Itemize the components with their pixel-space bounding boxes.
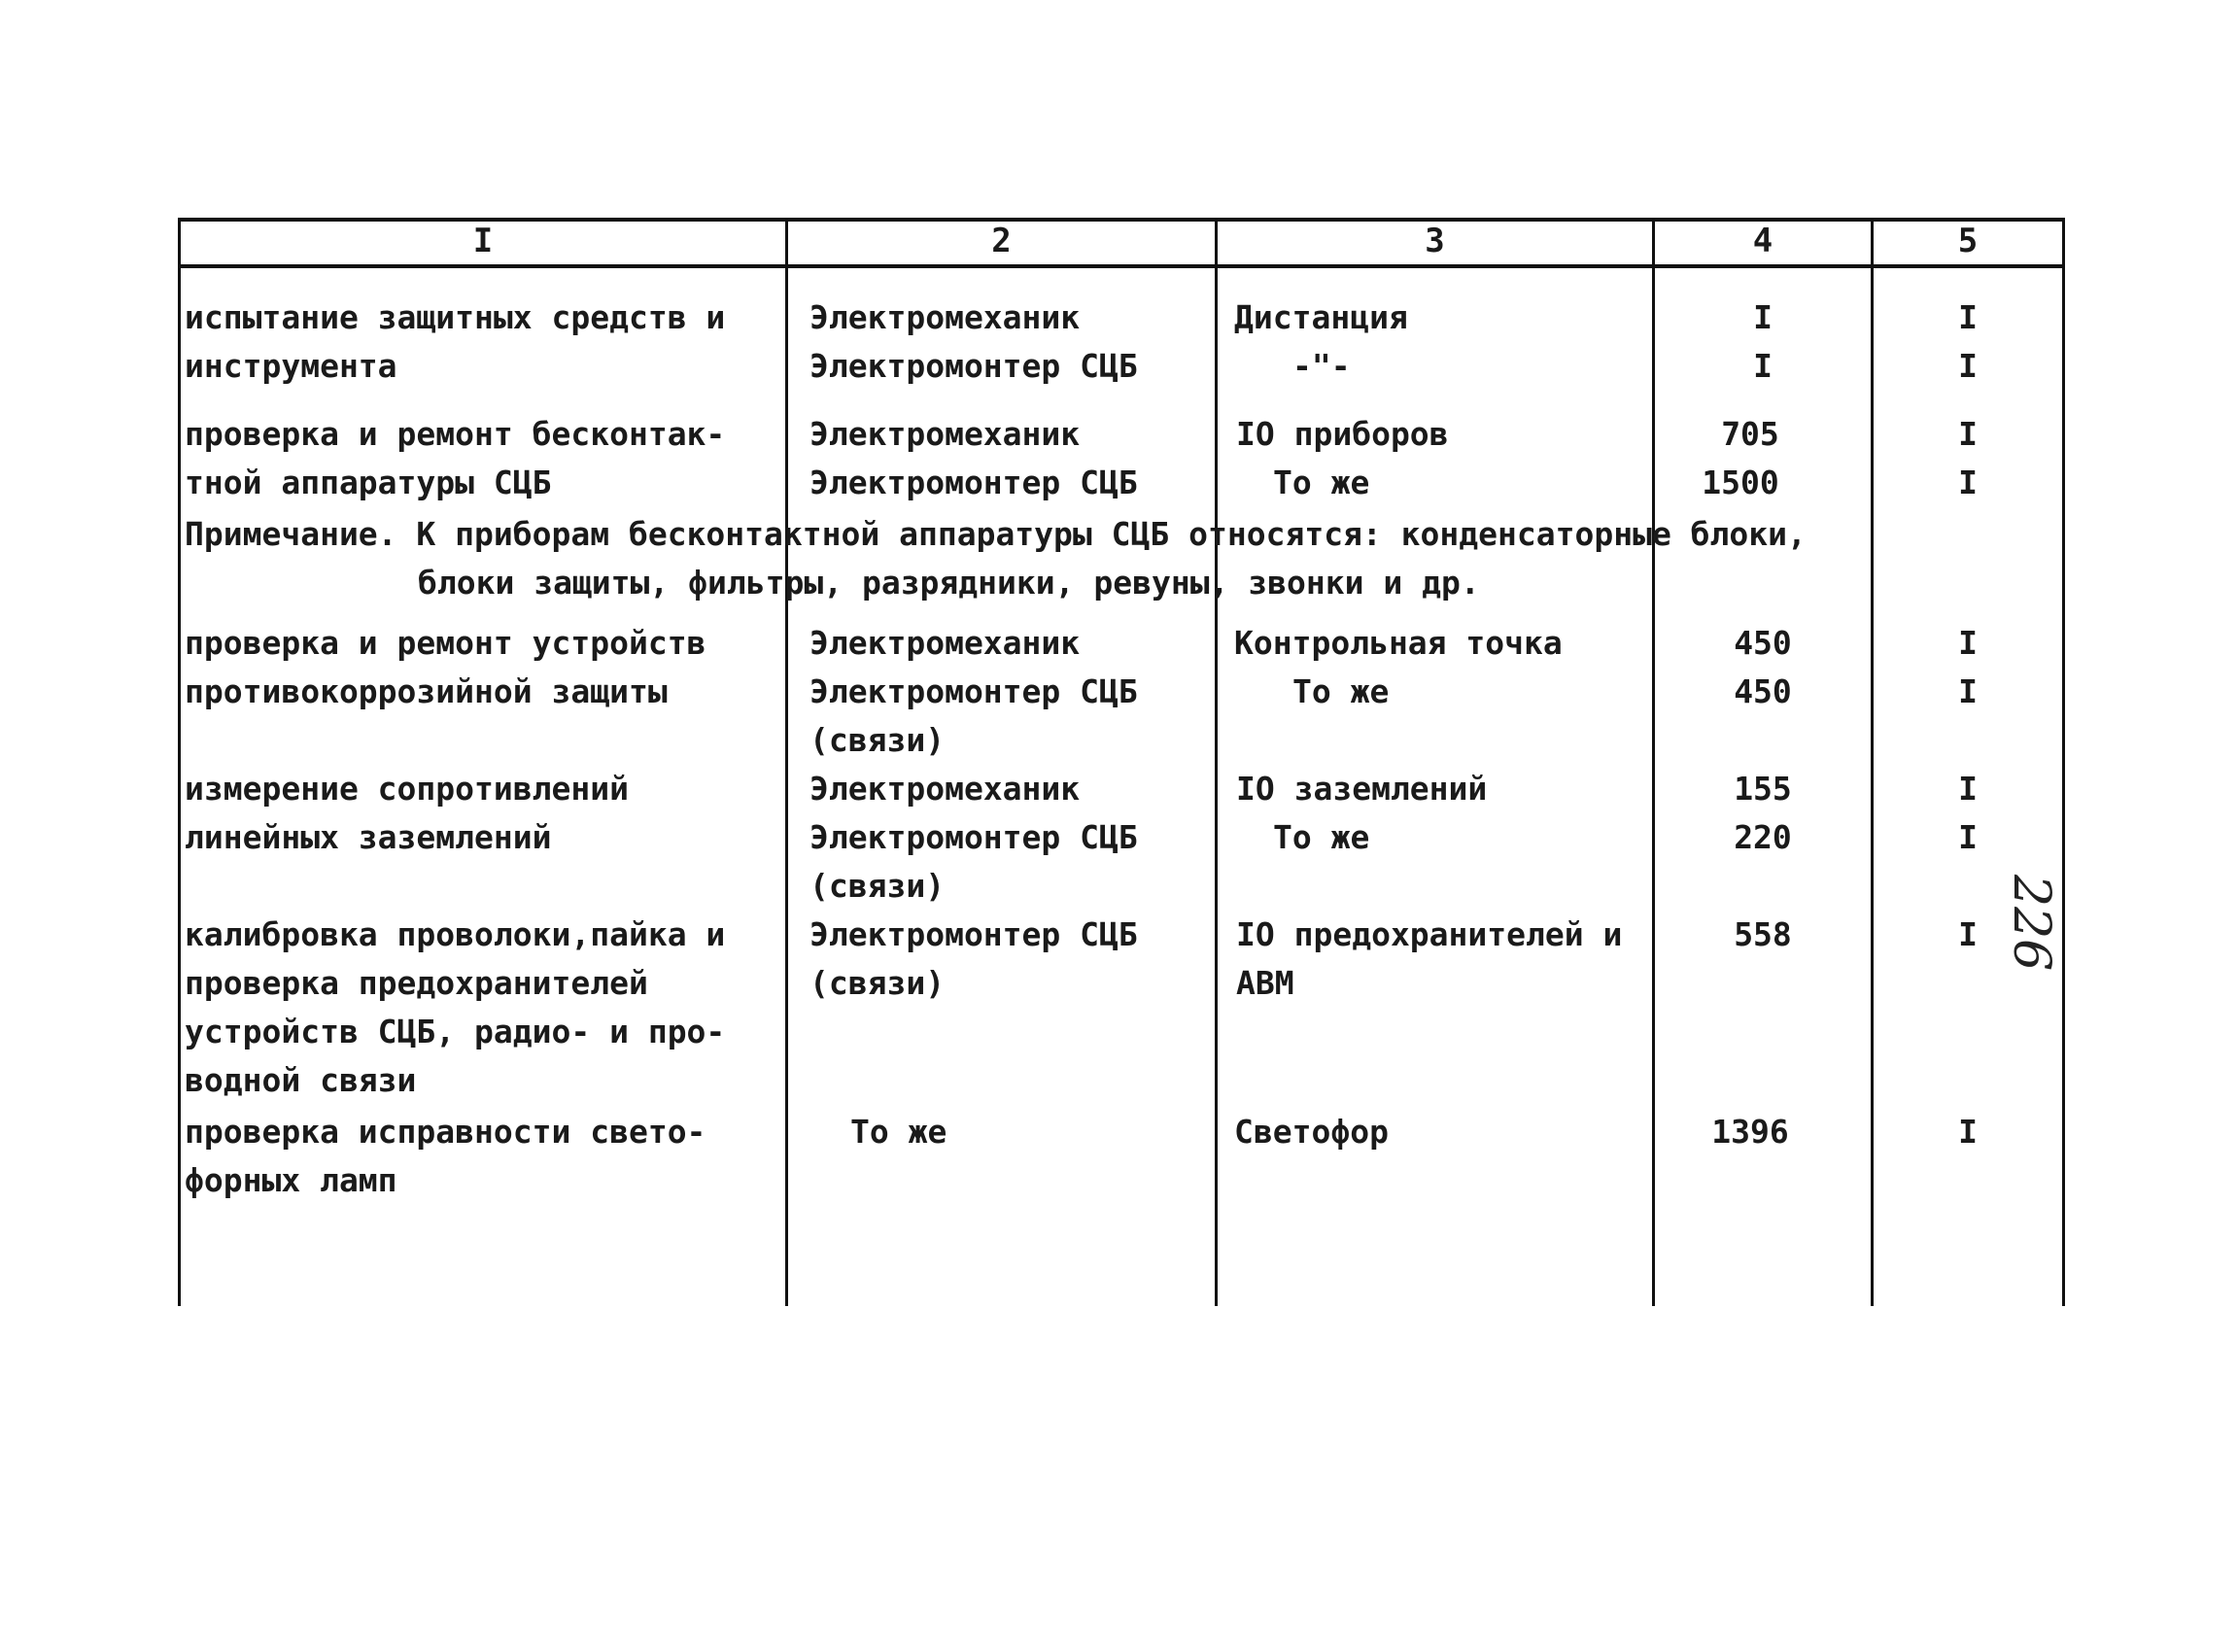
row-6-unit-line-1: Светофор bbox=[1234, 1113, 1389, 1151]
row-1-performer-line-1: Электромеханик bbox=[809, 298, 1081, 336]
row-3-work-line-2: противокоррозийной защиты bbox=[185, 672, 668, 710]
handwritten-page-number: 226 bbox=[2002, 875, 2060, 972]
row-3-unit-line-2: То же bbox=[1292, 672, 1390, 710]
row-4-performer-line-2: Электромонтер СЦБ bbox=[809, 818, 1138, 856]
row-3-value-4-line-2: 450 bbox=[1734, 672, 1792, 710]
row-5-work-line-1: калибровка проволоки,пайка и bbox=[185, 915, 726, 953]
row-3-value-5-line-2: I bbox=[1958, 672, 1978, 710]
row-5-value-5: I bbox=[1958, 915, 1978, 953]
row-2-work-line-1: проверка и ремонт бесконтак- bbox=[185, 415, 726, 453]
row-6-work-line-2: форных ламп bbox=[185, 1161, 397, 1199]
row-3-performer-line-3: (связи) bbox=[809, 721, 946, 759]
table-header-rule bbox=[180, 264, 2065, 268]
row-3-value-5-line-1: I bbox=[1958, 624, 1978, 662]
row-4-performer-line-1: Электромеханик bbox=[809, 770, 1081, 808]
row-5-work-line-3: устройств СЦБ, радио- и про- bbox=[185, 1013, 726, 1050]
row-4-unit-line-2: То же bbox=[1273, 818, 1370, 856]
row-1-value-4-line-1: I bbox=[1753, 298, 1773, 336]
row-5-performer-line-2: (связи) bbox=[809, 964, 946, 1002]
row-3-performer-line-1: Электромеханик bbox=[809, 624, 1081, 662]
column-divider-1 bbox=[785, 218, 788, 1306]
table-left-border bbox=[178, 218, 181, 1306]
row-5-performer-line-1: Электромонтер СЦБ bbox=[809, 915, 1138, 953]
row-6-work-line-1: проверка исправности свето- bbox=[185, 1113, 706, 1151]
note-line-2: блоки защиты, фильтры, разрядники, ревуны, звонки и др. bbox=[418, 564, 1480, 602]
row-5-unit-line-1: IO предохранителей и bbox=[1236, 915, 1623, 953]
row-4-value-4-line-2: 220 bbox=[1734, 818, 1792, 856]
row-5-unit-line-2: АВМ bbox=[1236, 964, 1294, 1002]
row-2-value-4-line-2: 1500 bbox=[1702, 464, 1779, 501]
row-1-work-line-2: инструмента bbox=[185, 347, 397, 385]
row-6-value-5: I bbox=[1958, 1113, 1978, 1151]
row-1-value-5-line-2: I bbox=[1958, 347, 1978, 385]
column-header-1: I bbox=[472, 222, 494, 260]
row-1-value-5-line-1: I bbox=[1958, 298, 1978, 336]
row-2-performer-line-2: Электромонтер СЦБ bbox=[809, 464, 1138, 501]
row-3-value-4-line-1: 450 bbox=[1734, 624, 1792, 662]
row-4-performer-line-3: (связи) bbox=[809, 867, 946, 905]
row-2-performer-line-1: Электромеханик bbox=[809, 415, 1081, 453]
row-1-unit-line-1: Дистанция bbox=[1234, 298, 1408, 336]
note-line-1: Примечание. К приборам бесконтактной аппаратуры СЦБ относятся: конденсаторные блоки, bbox=[185, 515, 1807, 553]
column-header-4: 4 bbox=[1752, 222, 1773, 260]
row-2-unit-line-2: То же bbox=[1273, 464, 1370, 501]
row-5-value-4: 558 bbox=[1734, 915, 1792, 953]
row-4-work-line-1: измерение сопротивлений bbox=[185, 770, 629, 808]
row-5-work-line-2: проверка предохранителей bbox=[185, 964, 648, 1002]
row-3-unit-line-1: Контрольная точка bbox=[1234, 624, 1563, 662]
row-4-unit-line-1: IO заземлений bbox=[1236, 770, 1488, 808]
row-4-value-5-line-1: I bbox=[1958, 770, 1978, 808]
row-4-work-line-2: линейных заземлений bbox=[185, 818, 552, 856]
row-1-work-line-1: испытание защитных средств и bbox=[185, 298, 726, 336]
row-1-value-4-line-2: I bbox=[1753, 347, 1773, 385]
column-header-5: 5 bbox=[1957, 222, 1979, 260]
row-3-performer-line-2: Электромонтер СЦБ bbox=[809, 672, 1138, 710]
row-6-performer-line-1: То же bbox=[850, 1113, 947, 1151]
row-2-work-line-2: тной аппаратуры СЦБ bbox=[185, 464, 552, 501]
row-4-value-4-line-1: 155 bbox=[1734, 770, 1792, 808]
row-1-unit-line-2: -"- bbox=[1292, 347, 1351, 385]
row-2-value-5-line-2: I bbox=[1958, 464, 1978, 501]
row-3-work-line-1: проверка и ремонт устройств bbox=[185, 624, 706, 662]
column-header-2: 2 bbox=[991, 222, 1012, 260]
row-6-value-4: 1396 bbox=[1711, 1113, 1789, 1151]
row-1-performer-line-2: Электромонтер СЦБ bbox=[809, 347, 1138, 385]
row-2-value-4-line-1: 705 bbox=[1721, 415, 1779, 453]
column-divider-2 bbox=[1215, 218, 1218, 1306]
table-right-border bbox=[2062, 218, 2065, 1306]
row-2-unit-line-1: IO приборов bbox=[1236, 415, 1449, 453]
column-header-3: 3 bbox=[1425, 222, 1445, 260]
row-5-work-line-4: водной связи bbox=[185, 1061, 417, 1099]
row-4-value-5-line-2: I bbox=[1958, 818, 1978, 856]
row-2-value-5-line-1: I bbox=[1958, 415, 1978, 453]
